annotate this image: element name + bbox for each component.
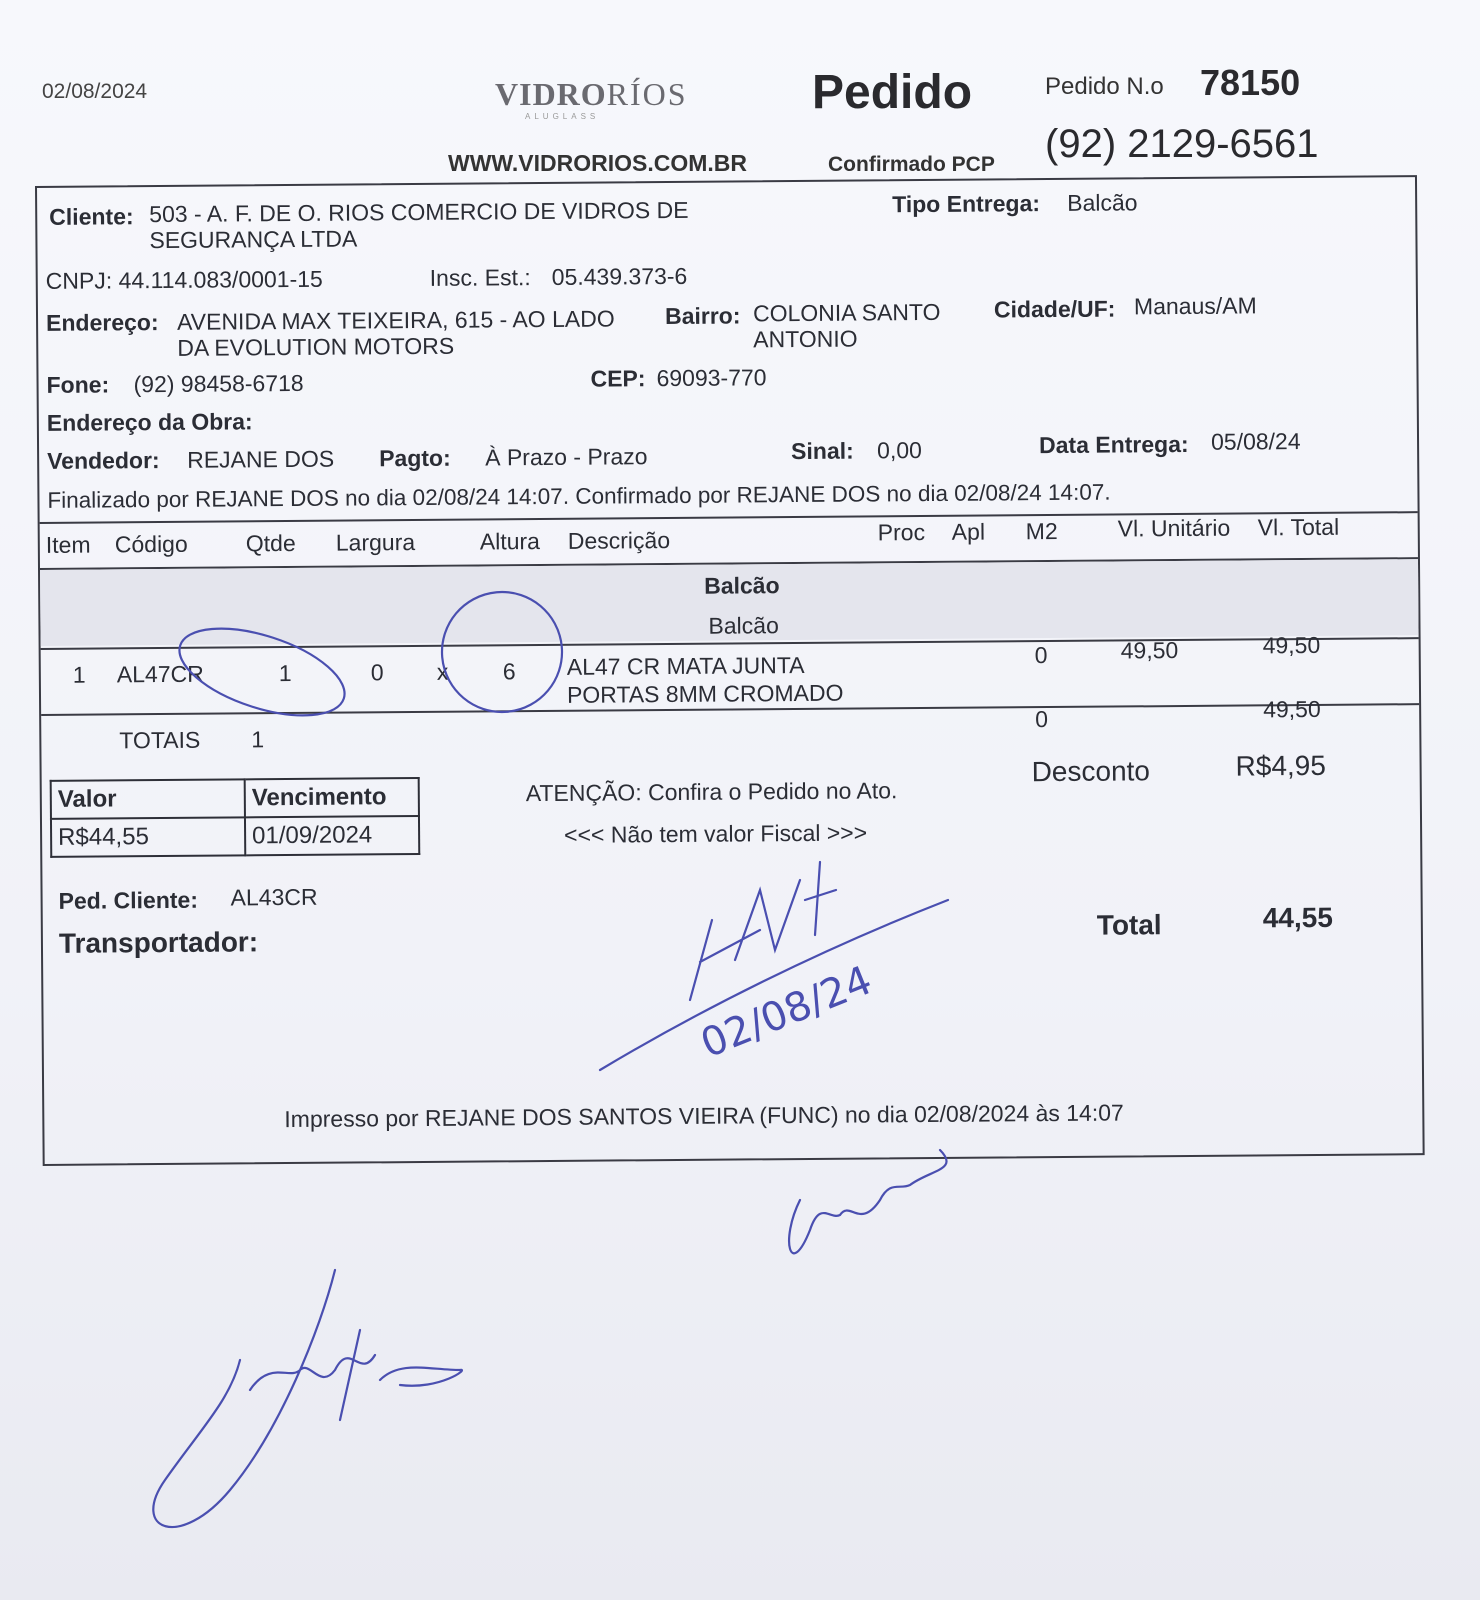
order-number-label: Pedido N.o bbox=[1045, 73, 1164, 100]
discount-label: Desconto bbox=[1031, 755, 1151, 788]
district-line1: COLONIA SANTO bbox=[752, 298, 941, 327]
finalized-note: Finalizado por REJANE DOS no dia 02/08/24 14:07. Confirmado por REJANE DOS no dia 02/08/24 14:07. bbox=[47, 479, 1111, 513]
total-value: 44,55 bbox=[1262, 901, 1333, 934]
total-label: Total bbox=[1096, 909, 1162, 941]
totals-value: 49,50 bbox=[1263, 695, 1321, 723]
customer-signature bbox=[153, 1270, 462, 1527]
delivery-date-label: Data Entrega: bbox=[1038, 430, 1189, 459]
address-line1: AVENIDA MAX TEIXEIRA, 615 - AO LADO bbox=[176, 305, 615, 335]
district-label: Bairro: bbox=[664, 302, 741, 330]
installment-value: R$44,55 bbox=[51, 817, 245, 857]
col-height: Altura bbox=[479, 528, 540, 555]
cep: 69093-770 bbox=[656, 364, 767, 392]
row-times: x bbox=[436, 658, 449, 685]
company-phone: (92) 2129-6561 bbox=[1045, 122, 1319, 166]
city: Manaus/AM bbox=[1133, 292, 1257, 320]
client-phone: (92) 98458-6718 bbox=[133, 369, 304, 398]
row-width: 0 bbox=[370, 659, 384, 686]
row-desc-line2: PORTAS 8MM CROMADO bbox=[566, 679, 844, 708]
col-qty: Qtde bbox=[245, 529, 296, 557]
installment-due: 01/09/2024 bbox=[245, 816, 419, 855]
company-website: WWW.VIDRORIOS.COM.BR bbox=[448, 150, 747, 176]
printed-by: Impresso por REJANE DOS SANTOS VIEIRA (FUNC) no dia 02/08/2024 às 14:07 bbox=[284, 1099, 1124, 1133]
subgroup-title: Balcão bbox=[708, 612, 779, 639]
signal-value: 0,00 bbox=[877, 437, 922, 464]
logo-subtitle: ALUGLASS bbox=[525, 112, 600, 121]
totals-qty: 1 bbox=[251, 726, 265, 753]
cep-label: CEP: bbox=[590, 365, 646, 392]
col-proc: Proc bbox=[877, 519, 926, 546]
row-desc-line1: AL47 CR MATA JUNTA bbox=[566, 651, 805, 680]
row-qty: 1 bbox=[278, 659, 292, 687]
seller-label: Vendedor: bbox=[47, 447, 160, 474]
installment-due-header: Vencimento bbox=[245, 778, 419, 817]
col-m2: M2 bbox=[1025, 517, 1058, 545]
handwritten-date: 02/08/24 bbox=[694, 957, 879, 1068]
row-item: 1 bbox=[72, 661, 86, 688]
print-date: 02/08/2024 bbox=[42, 80, 148, 103]
payment-terms: À Prazo - Prazo bbox=[485, 443, 648, 471]
address-line2: DA EVOLUTION MOTORS bbox=[177, 332, 455, 361]
code-circle-mark bbox=[169, 611, 355, 733]
city-label: Cidade/UF: bbox=[993, 295, 1116, 323]
client-order-label: Ped. Cliente: bbox=[58, 886, 199, 914]
row-m2: 0 bbox=[1034, 642, 1048, 669]
col-description: Descrição bbox=[567, 527, 671, 554]
document-title: Pedido bbox=[812, 66, 973, 119]
col-code: Código bbox=[114, 530, 188, 558]
signature-stroke-line bbox=[600, 900, 948, 1070]
discount-value: R$4,95 bbox=[1235, 749, 1327, 782]
row-height: 6 bbox=[502, 658, 516, 685]
state-registration-label: Insc. Est.: bbox=[429, 264, 531, 291]
row-total-value: 49,50 bbox=[1262, 631, 1321, 659]
client-name-line1: 503 - A. F. DE O. RIOS COMERCIO DE VIDROS DE bbox=[149, 196, 689, 228]
row-unit-value: 49,50 bbox=[1120, 637, 1179, 664]
row-code: AL47CR bbox=[116, 660, 204, 688]
client-label: Cliente: bbox=[49, 203, 134, 230]
delivery-type-label: Tipo Entrega: bbox=[892, 190, 1041, 218]
client-phone-label: Fone: bbox=[46, 371, 110, 398]
no-fiscal-note: <<< Não tem valor Fiscal >>> bbox=[564, 819, 868, 848]
state-registration: 05.439.373-6 bbox=[551, 262, 688, 290]
district-line2: ANTONIO bbox=[753, 325, 858, 353]
group-title: Balcão bbox=[704, 572, 780, 599]
payment-label: Pagto: bbox=[379, 444, 451, 472]
work-address-label: Endereço da Obra: bbox=[46, 408, 253, 436]
client-name-line2: SEGURANÇA LTDA bbox=[149, 225, 358, 254]
client-cnpj: CNPJ: 44.114.083/0001-15 bbox=[45, 265, 323, 294]
totals-m2: 0 bbox=[1035, 706, 1049, 733]
address-label: Endereço: bbox=[45, 309, 159, 336]
order-number: 78150 bbox=[1200, 62, 1301, 103]
installment-value-header: Valor bbox=[51, 779, 245, 819]
height-circle-mark bbox=[417, 567, 586, 736]
margin-scribble bbox=[789, 1150, 946, 1253]
totals-label: TOTAIS bbox=[119, 726, 201, 754]
delivery-date: 05/08/24 bbox=[1210, 428, 1301, 455]
col-width: Largura bbox=[335, 529, 416, 556]
col-unit-value: Vl. Unitário bbox=[1117, 514, 1231, 542]
order-status: Confirmado PCP bbox=[828, 153, 995, 176]
delivery-type: Balcão bbox=[1067, 189, 1138, 216]
attention-note: ATENÇÃO: Confira o Pedido no Ato. bbox=[525, 777, 898, 807]
col-apl: Apl bbox=[951, 518, 986, 545]
col-item: Item bbox=[45, 531, 91, 558]
carrier-label: Transportador: bbox=[58, 926, 259, 959]
signal-label: Sinal: bbox=[791, 437, 854, 465]
company-logo: VIDRORÍOS bbox=[495, 76, 688, 112]
col-total-value: Vl. Total bbox=[1257, 513, 1340, 541]
client-order: AL43CR bbox=[230, 883, 318, 911]
seller: REJANE DOS bbox=[187, 445, 335, 473]
